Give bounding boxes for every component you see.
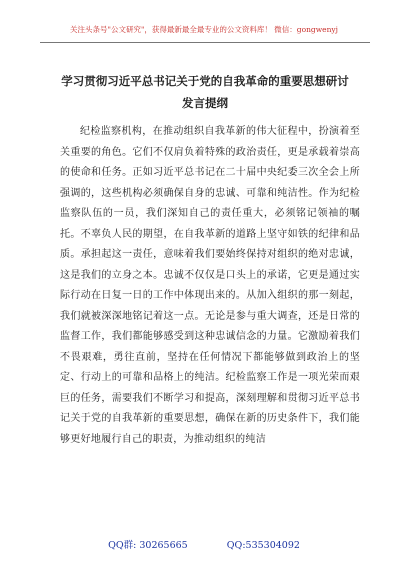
header-divider — [40, 42, 370, 43]
header-promo-note: 关注头条号"公文研究"，获得最新最全最专业的公文资料库！ 微信：gongwenyj — [70, 25, 338, 34]
footer-qq: QQ:535304092 — [226, 540, 300, 551]
title-line-1: 学习贯彻习近平总书记关于党的自我革命的重要思想研讨 — [61, 74, 349, 88]
footer-qq-group: QQ群: 30265665 — [108, 540, 188, 551]
body-paragraph: 纪检监察机构，在推动组织自我革新的伟大征程中，扮演着至关重要的角色。它们不仅肩负着特殊的政治责任，更是承载着崇高的使命和任务。正如习近平总书记在二十届中央纪委三次全会上所强调的，这些机构必须确保自身的忠诚、可靠和纯洁性。作为纪检监察队伍的一员，我们深知自己的责任重大，必须铭记领袖的嘱托。不辜负人民的期望，在自我革新的道路上坚守如铁的纪律和品质。承担起这一责任，意味着我们要始终保持对组织的绝对忠诚，这是我们的立身之本。忠诚不仅仅是口头上的承诺，它更是通过实际行动在日复一日的工作中体现出来的。从加入组织的那一刻起，我们就被深深地铭记着这一点。无论是参与重大调查，还是日常的监督工作，我们都能够感受到这种忠诚信念的力量。它激励着我们不畏艰难，勇往直前，坚持在任何情况下都能够做到政治上的坚定、行动上的可靠和品格上的纯洁。纪检监察工作是一项光荣而艰巨的任务，需要我们不断学习和提高，深刻理解和贯彻习近平总书记关于党的自我革新的重要思想，确保在新的历史条件下，我们能够更好地履行自己的职责，为推动组织的纯洁 — [60, 126, 360, 445]
title-line-2: 发言提纲 — [182, 96, 228, 110]
document-title — [40, 70, 370, 114]
footer-contact — [0, 537, 408, 551]
